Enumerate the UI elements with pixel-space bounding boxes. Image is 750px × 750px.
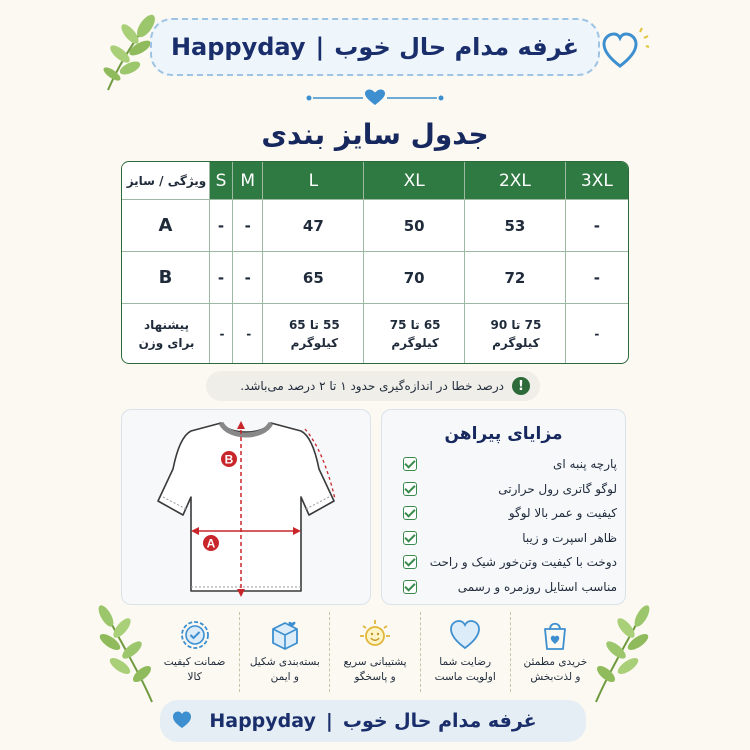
benefit-line1: بسته‌بندی شکیل bbox=[249, 656, 320, 668]
measure-a-label: A bbox=[206, 536, 216, 551]
benefit-line2: و پاسخگو bbox=[354, 671, 396, 684]
leaf-branch-icon bbox=[96, 604, 158, 704]
brand-name-fa: غرفه مدام حال خوب bbox=[334, 33, 580, 61]
leaf-branch-icon bbox=[100, 12, 156, 92]
list-item bbox=[395, 452, 617, 477]
features-list bbox=[395, 452, 617, 599]
table-cell bbox=[465, 304, 566, 363]
table-cell: 70 bbox=[364, 252, 465, 304]
list-item bbox=[395, 550, 617, 575]
list-item bbox=[395, 526, 617, 551]
feature-text: ظاهر اسپرت و زیبا bbox=[522, 530, 617, 545]
measure-b-label: B bbox=[224, 452, 234, 467]
weight-value: 55 تا 65 bbox=[288, 317, 340, 332]
tshirt-diagram bbox=[121, 409, 371, 605]
feature-text: کیفیت و عمر بالا لوگو bbox=[508, 506, 617, 521]
heart-icon bbox=[448, 618, 482, 652]
size-table bbox=[121, 161, 629, 364]
brand-banner-bottom bbox=[160, 700, 586, 742]
shield-check-icon bbox=[178, 618, 212, 652]
table-row bbox=[122, 200, 628, 252]
table-cell bbox=[210, 304, 233, 363]
feature-text: مناسب استایل روزمره و رسمی bbox=[457, 579, 617, 594]
benefit-line2: اولویت ماست bbox=[434, 671, 496, 684]
table-cell: 50 bbox=[364, 200, 465, 252]
benefit-item bbox=[240, 612, 330, 692]
heart-divider-icon bbox=[305, 88, 445, 108]
features-title: مزایای پیراهن bbox=[444, 424, 563, 444]
package-icon bbox=[268, 618, 302, 652]
table-cell: - bbox=[210, 200, 233, 252]
weight-value: 75 تا 90 bbox=[490, 317, 542, 332]
size-header: XL bbox=[364, 162, 465, 200]
table-row bbox=[122, 252, 628, 304]
brand-separator: | bbox=[315, 33, 325, 61]
feature-text: لوگو گاتری رول حرارتی bbox=[498, 481, 617, 496]
exclamation-icon: ! bbox=[512, 377, 530, 395]
table-cell: - bbox=[233, 252, 264, 304]
measurement-note bbox=[206, 371, 540, 401]
benefit-item bbox=[511, 612, 600, 692]
table-cell: 47 bbox=[263, 200, 364, 252]
feature-text: پارچه پنبه ای bbox=[552, 457, 617, 472]
table-header-row bbox=[122, 162, 628, 200]
table-cell: 72 bbox=[465, 252, 566, 304]
benefit-item bbox=[150, 612, 240, 692]
brand-name-en: Happyday bbox=[170, 33, 306, 61]
table-cell: 53 bbox=[465, 200, 566, 252]
table-cell: - bbox=[210, 252, 233, 304]
page-title: جدول سایز بندی bbox=[261, 118, 489, 151]
table-cell bbox=[263, 304, 364, 363]
benefit-item bbox=[421, 612, 511, 692]
table-cell: - bbox=[566, 252, 628, 304]
row-label: A bbox=[122, 200, 210, 252]
benefit-line1: خریدی مطمئن bbox=[523, 656, 588, 668]
size-header: S bbox=[210, 162, 233, 200]
benefit-line2: و ایمن bbox=[270, 671, 299, 684]
weight-value: - bbox=[219, 326, 225, 341]
check-icon bbox=[403, 580, 417, 594]
size-header: L bbox=[263, 162, 364, 200]
weight-unit: کیلوگرم bbox=[391, 335, 439, 350]
weight-value: - bbox=[594, 326, 600, 341]
check-icon bbox=[403, 531, 417, 545]
table-row-weight bbox=[122, 304, 628, 363]
weight-unit: کیلوگرم bbox=[492, 335, 540, 350]
check-icon bbox=[403, 506, 417, 520]
shopping-bag-heart-icon bbox=[538, 618, 572, 652]
feature-text: دوخت با کیفیت وتن‌خور شیک و راحت bbox=[429, 555, 617, 570]
list-item bbox=[395, 575, 617, 600]
table-cell: 65 bbox=[263, 252, 364, 304]
weight-value: 65 تا 75 bbox=[389, 317, 441, 332]
brand-name-en: Happyday bbox=[209, 710, 316, 732]
list-item bbox=[395, 501, 617, 526]
brand-name-fa: غرفه مدام حال خوب bbox=[342, 710, 537, 732]
benefit-item bbox=[330, 612, 420, 692]
benefits-row bbox=[150, 612, 600, 692]
tshirt-outline bbox=[158, 423, 334, 591]
check-icon bbox=[403, 555, 417, 569]
table-cell: - bbox=[233, 200, 264, 252]
size-header: 3XL bbox=[566, 162, 628, 200]
heart-icon bbox=[172, 710, 192, 730]
row-label-weight bbox=[122, 304, 210, 363]
weight-label-line2: برای وزن bbox=[138, 335, 195, 350]
benefit-line1: پشتیبانی سریع bbox=[343, 656, 407, 668]
heart-sparkle-icon bbox=[602, 26, 650, 74]
row-label: B bbox=[122, 252, 210, 304]
benefit-line1: رضایت شما bbox=[439, 656, 492, 668]
check-icon bbox=[403, 482, 417, 496]
weight-unit: کیلوگرم bbox=[290, 335, 339, 350]
weight-label-line1: پیشنهاد bbox=[143, 317, 190, 332]
list-item bbox=[395, 477, 617, 502]
note-text: درصد خطا در اندازه‌گیری حدود ۱ تا ۲ درصد می‌باشد. bbox=[240, 379, 504, 393]
size-header: 2XL bbox=[465, 162, 566, 200]
table-cell: - bbox=[566, 200, 628, 252]
brand-banner-top bbox=[150, 18, 600, 76]
benefit-line2: و لذت‌بخش bbox=[530, 671, 581, 684]
table-cell bbox=[233, 304, 264, 363]
table-cell bbox=[566, 304, 628, 363]
size-header: M bbox=[233, 162, 264, 200]
sun-smile-icon bbox=[358, 618, 392, 652]
brand-separator: | bbox=[325, 710, 333, 732]
table-header-label: ویژگی / سایز bbox=[122, 162, 210, 200]
benefit-line2: کالا bbox=[187, 671, 202, 684]
benefit-line1: ضمانت کیفیت bbox=[163, 656, 226, 668]
check-icon bbox=[403, 457, 417, 471]
table-cell bbox=[364, 304, 465, 363]
weight-value: - bbox=[246, 326, 252, 341]
